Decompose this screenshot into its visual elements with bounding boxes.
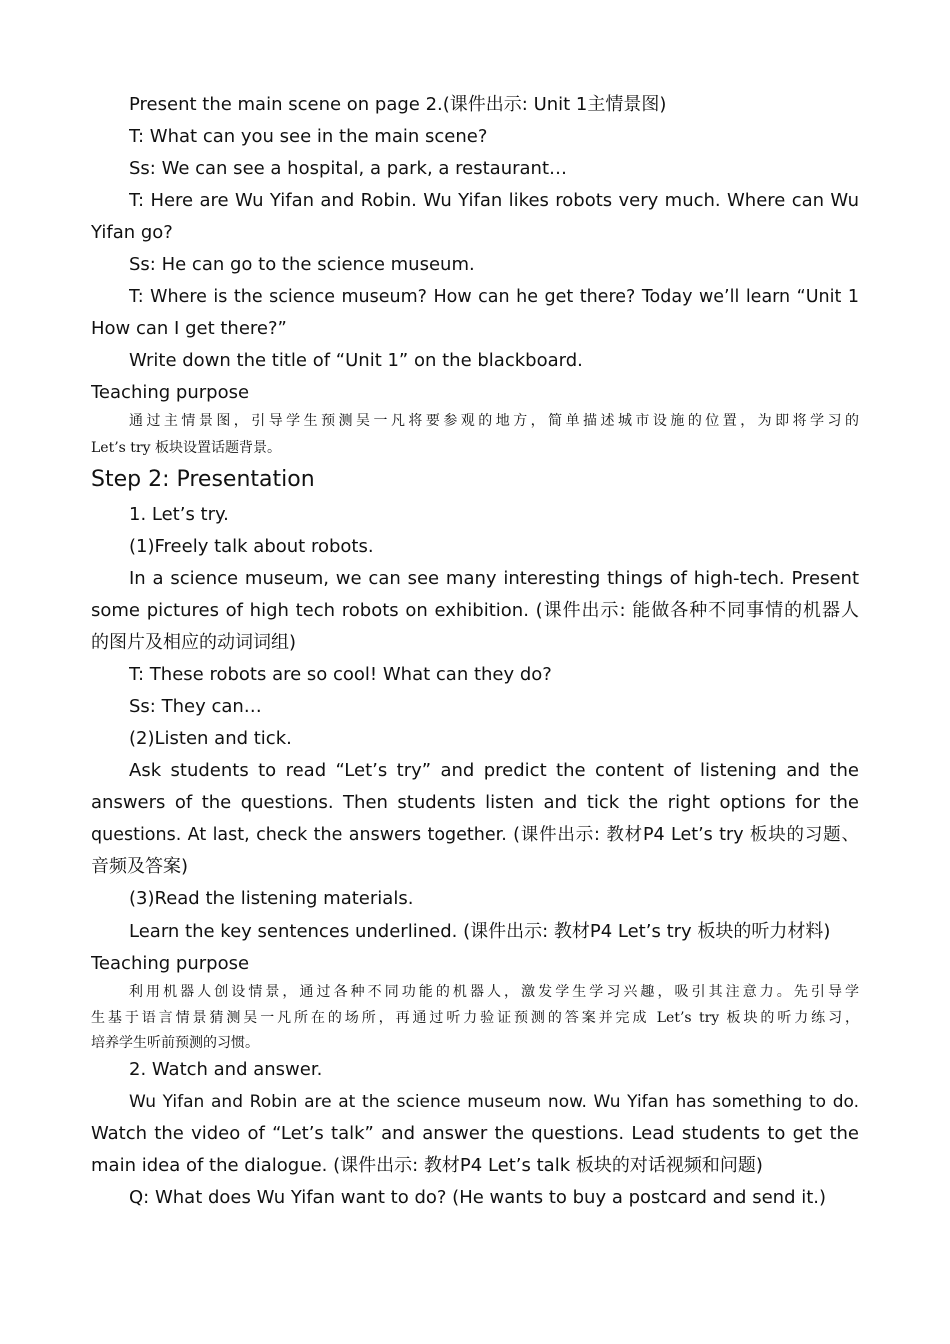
- purpose-note: 培养学生听前预测的习惯。: [91, 1035, 259, 1051]
- step-heading: Step 2: Presentation: [91, 467, 315, 492]
- text-line: T: Here are Wu Yifan and Robin. Wu Yifan likes robots very much. Where can Wu: [129, 190, 859, 211]
- text-line: T: Where is the science museum? How can he get there? Today we’ll learn “Unit 1: [129, 287, 859, 307]
- text-line: 音频及答案): [91, 856, 189, 877]
- text-line: questions. At last, check the answers together. (课件出示: 教材P4 Let’s try 板块的习题、: [91, 825, 859, 845]
- text-line: 的图片及相应的动词词组): [91, 632, 297, 653]
- text-line: Watch the video of “Let’s talk” and answer the questions. Lead students to get the: [91, 1123, 859, 1144]
- text-line: Ss: We can see a hospital, a park, a restaurant…: [129, 158, 568, 179]
- text-line: 2. Watch and answer.: [129, 1059, 323, 1080]
- purpose-note: 生基于语言情景猜测吴一凡所在的场所，再通过听力验证预测的答案并完成 Let’s try 板块的听力练习，: [91, 1010, 859, 1026]
- text-line: some pictures of high tech robots on exhibition. (课件出示: 能做各种不同事情的机器人: [91, 600, 859, 621]
- text-line: 1. Let’s try.: [129, 504, 229, 525]
- purpose-note: Let’s try 板块设置话题背景。: [91, 440, 281, 456]
- text-line: (2)Listen and tick.: [129, 728, 292, 749]
- teaching-purpose-label: Teaching purpose: [91, 382, 250, 403]
- purpose-note: 利用机器人创设情景，通过各种不同功能的机器人，激发学生学习兴趣，吸引其注意力。先引导学: [129, 984, 859, 1000]
- text-line: Write down the title of “Unit 1” on the blackboard.: [129, 350, 583, 371]
- text-line: T: What can you see in the main scene?: [129, 126, 488, 147]
- text-line: Present the main scene on page 2.(课件出示: Unit 1主情景图): [129, 94, 667, 115]
- text-line: Wu Yifan and Robin are at the science museum now. Wu Yifan has something to do.: [129, 1092, 859, 1112]
- text-line: main idea of the dialogue. (课件出示: 教材P4 Let’s talk 板块的对话视频和问题): [91, 1155, 763, 1176]
- teaching-purpose-label: Teaching purpose: [91, 953, 250, 974]
- text-line: How can I get there?”: [91, 318, 287, 339]
- text-line: In a science museum, we can see many interesting things of high-tech. Present: [129, 568, 859, 589]
- text-line: Ask students to read “Let’s try” and predict the content of listening and the: [129, 760, 859, 781]
- purpose-note: 通过主情景图，引导学生预测吴一凡将要参观的地方，简单描述城市设施的位置，为即将学习的: [129, 413, 859, 429]
- text-line: Yifan go?: [91, 222, 173, 243]
- text-line: Ss: He can go to the science museum.: [129, 254, 475, 275]
- text-line: (3)Read the listening materials.: [129, 888, 414, 909]
- text-line: Learn the key sentences underlined. (课件出示: 教材P4 Let’s try 板块的听力材料): [129, 921, 831, 942]
- text-line: T: These robots are so cool! What can they do?: [129, 664, 552, 685]
- text-line: (1)Freely talk about robots.: [129, 536, 374, 557]
- text-line: answers of the questions. Then students listen and tick the right options for the: [91, 792, 859, 813]
- text-line: Q: What does Wu Yifan want to do? (He wants to buy a postcard and send it.): [129, 1187, 827, 1208]
- text-line: Ss: They can…: [129, 696, 262, 717]
